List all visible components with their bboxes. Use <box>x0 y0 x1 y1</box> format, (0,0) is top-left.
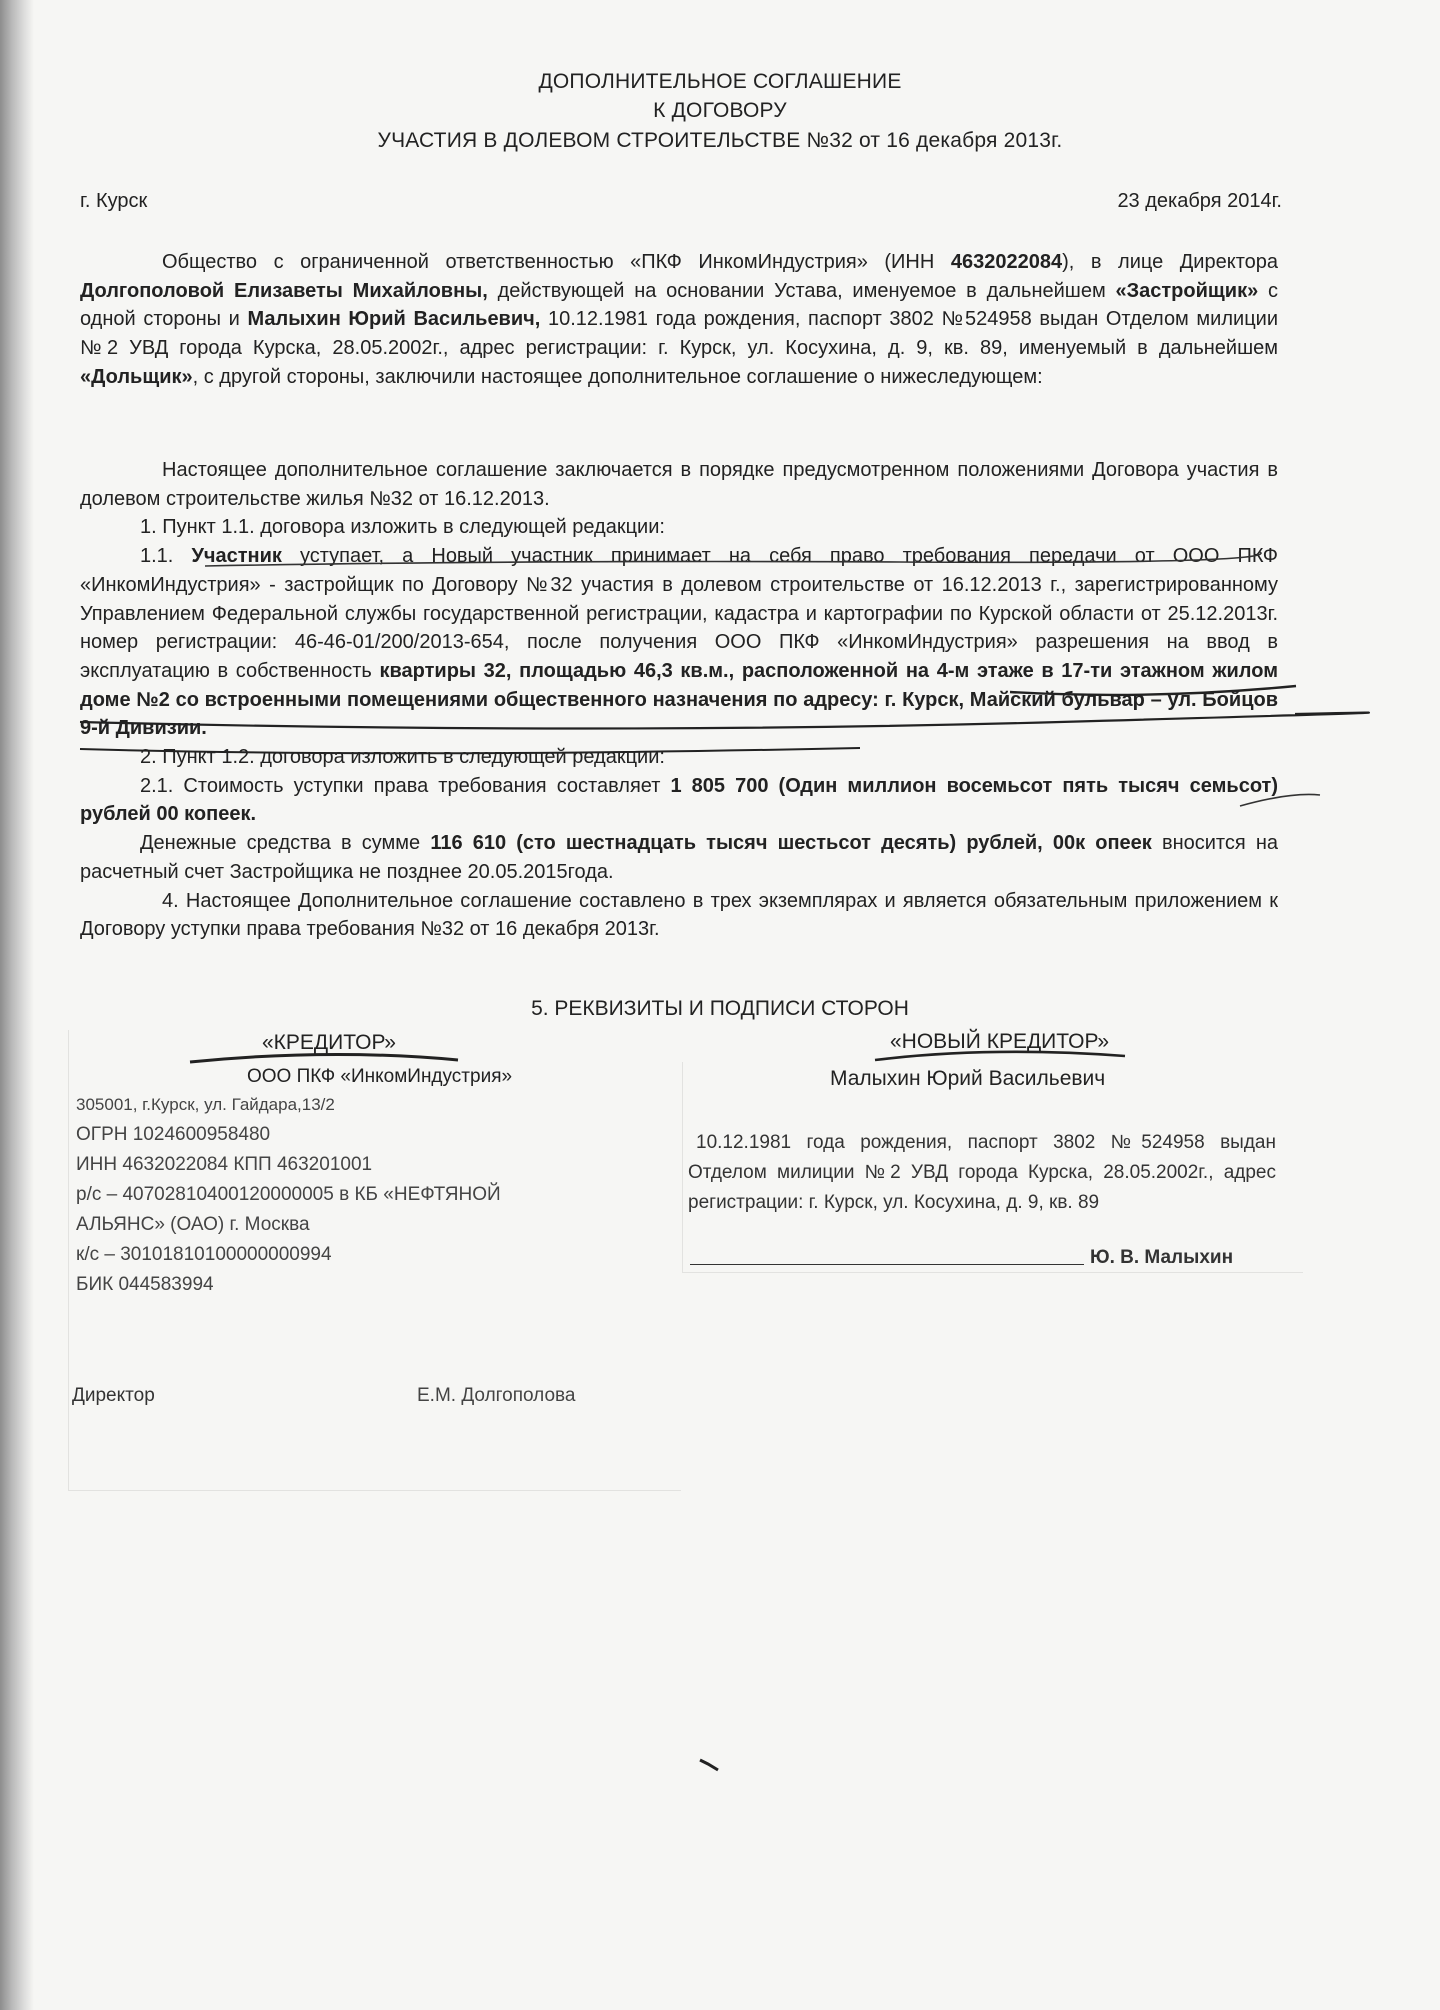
item2-body <box>80 772 1278 829</box>
item4: 4. Настоящее Дополнительное соглашение составлено в трех экземплярах и является обязательным приложением к Договору уступки права требования №32 от 16 декабря 2013г. <box>80 889 1278 941</box>
creditor-heading: «КРЕДИТОР» <box>262 1031 396 1054</box>
participant-term: Участник <box>191 545 282 568</box>
new-creditor-name: Малыхин Юрий Васильевич <box>830 1067 1106 1090</box>
creditor-ogrn: ОГРН 1024600958480 <box>76 1124 271 1145</box>
person-name: Малыхин Юрий Васильевич, <box>247 308 541 331</box>
new-creditor-details-text: 10.12.1981 года рождения, паспорт 3802 №524958 выдан Отделом милиции №2 УВД города Курска, 28.05.2002г., адрес регистрации: г. Курск, ул. Косухина, д. 9, кв. 89 <box>688 1132 1276 1213</box>
doc-title-line3: УЧАСТИЯ В ДОЛЕВОМ СТРОИТЕЛЬСТВЕ №32 от 16 декабря 2013г. <box>377 129 1063 152</box>
money-amount: 116 610 (сто шестнадцать тысяч шестьсот десять) рублей, 00к опеек <box>430 832 1152 855</box>
creditor-inn-kpp: ИНН 4632022084 КПП 463201001 <box>76 1154 373 1175</box>
doc-title-line2: К ДОГОВОРУ <box>653 99 787 122</box>
shareholder-term: «Дольщик» <box>80 365 193 388</box>
money-text: вносится на расчетный счет Застройщика не позднее 20.05.2015года. <box>80 832 1279 883</box>
item1-text: уступает, а Новый участник принимает на себя право требования передачи от ООО ПКФ «ИнкомИндустрия» - застройщик по Договору №32 участия в долевом строительстве от 16.12.2013 г., зарегистрированному Управлением Федеральной службы государственной регистрации, кадастра и картографии по Курской области от 25.12.2013г. номер регистрации: 46-46-01/200/2013-654, после получения ООО ПКФ «ИнкомИндустрия» разрешения на ввод в эксплуатацию в собственность <box>80 545 1279 682</box>
creditor-bank: АЛЬЯНС» (ОАО) г. Москва <box>76 1214 310 1235</box>
price-amount: 1 805 700 (Один миллион восемьсот пять тысяч семьсот) рублей 00 копеек. <box>80 774 1278 826</box>
item1-title-text: 1. Пункт 1.1. договора изложить в следующей редакции: <box>140 516 665 539</box>
item1-text: 1.1. <box>140 545 192 568</box>
intro-text: действующей на основании Устава, именуемое в дальнейшем <box>487 279 1116 302</box>
money-text: Денежные средства в сумме <box>140 832 431 855</box>
new-creditor-signature-name: Ю. В. Малыхин <box>1090 1247 1234 1268</box>
doc-title-line1: ДОПОЛНИТЕЛЬНОЕ СОГЛАШЕНИЕ <box>538 70 902 93</box>
director-label: Директор <box>72 1385 155 1406</box>
main-section <box>80 456 1278 944</box>
creditor-org: ООО ПКФ «ИнкомИндустрия» <box>247 1066 513 1087</box>
creditor-corr-account: к/с – 30101810100000000994 <box>76 1244 332 1265</box>
intro-text: , с другой стороны, заключили настоящее дополнительное соглашение о нижеследующем: <box>192 365 1043 388</box>
director-name: Долгополовой Елизаветы Михайловны, <box>80 279 488 302</box>
date: 23 декабря 2014г. <box>1117 190 1282 212</box>
intro-paragraph <box>80 248 1278 392</box>
money-paragraph <box>80 829 1278 886</box>
new-creditor-details <box>688 1128 1276 1218</box>
signature-line <box>690 1264 1084 1265</box>
intro-text: 10.12.1981 года рождения, паспорт 3802 №524958 выдан Отделом милиции №2 УВД города Курска, 28.05.2002г., адрес регистрации: г. Курск, ул. Косухина, д. 9, кв. 89, именуемый в дальнейшем <box>80 308 1278 360</box>
preamble: Настоящее дополнительное соглашение заключается в порядке предусмотренном положениями Договора участия в долевом строительстве жилья №32 от 16.12.2013. <box>80 459 1278 510</box>
developer-term: «Застройщик» <box>1115 279 1259 302</box>
item2-text: 2.1. Стоимость уступки права требования составляет <box>140 774 671 797</box>
item1-title <box>80 513 1278 542</box>
inn-value: 4632022084 <box>950 251 1063 273</box>
requisites-title: 5. РЕКВИЗИТЫ И ПОДПИСИ СТОРОН <box>531 997 909 1020</box>
new-creditor-heading: «НОВЫЙ КРЕДИТОР» <box>890 1030 1109 1053</box>
item1-body <box>80 542 1278 743</box>
creditor-address: 305001, г.Курск, ул. Гайдара,13/2 <box>76 1095 335 1114</box>
intro-text: Общество с ограниченной ответственностью «ПКФ ИнкомИндустрия» (ИНН <box>162 251 951 273</box>
intro-text: с одной стороны и <box>80 279 1278 331</box>
apartment-details: квартиры 32, площадью 46,3 кв.м., расположенной на 4-м этаже в 17-ти этажном жилом доме №2 со встроенными помещениями общественного назначения по адресу: г. Курск, Майский бульвар – ул. Бойцов 9-й Дивизии. <box>80 659 1278 740</box>
item2-title-text: 2. Пункт 1.2. договора изложить в следующей редакции: <box>140 746 665 769</box>
intro-text: ), в лице Директора <box>1062 251 1278 273</box>
place: г. Курск <box>80 190 148 212</box>
creditor-bik: БИК 044583994 <box>76 1274 214 1295</box>
pen-mark <box>700 1760 718 1770</box>
item2-title <box>80 743 1278 772</box>
creditor-account: р/с – 40702810400120000005 в КБ «НЕФТЯНОЙ <box>76 1184 501 1205</box>
director-signature-name: Е.М. Долгополова <box>417 1385 576 1406</box>
